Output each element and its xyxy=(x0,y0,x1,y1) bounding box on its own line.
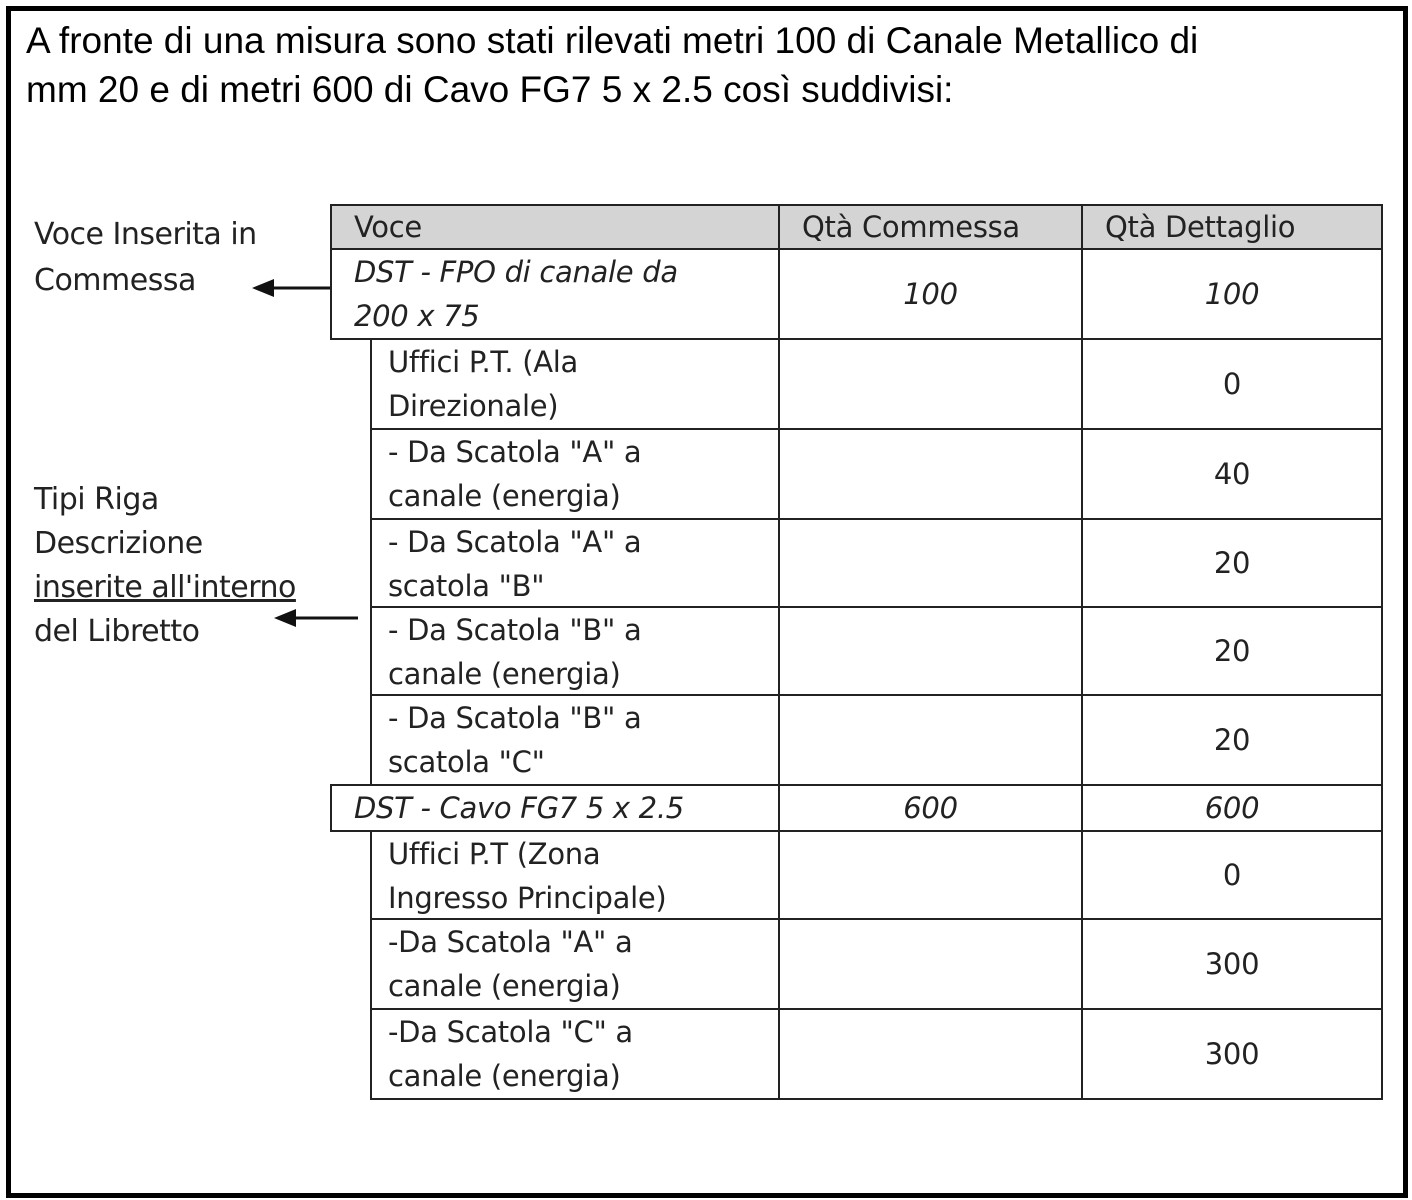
tipi-arrow-icon xyxy=(272,604,360,632)
table-row-voce xyxy=(370,428,780,520)
header-voce xyxy=(330,204,780,250)
table-row-qta-commessa xyxy=(778,518,1083,608)
table-row-qta-dettaglio xyxy=(1081,830,1383,920)
table-row-qta-dettaglio xyxy=(1081,428,1383,520)
qta-dettaglio-value: 100 xyxy=(1204,277,1260,311)
table-row-qta-commessa xyxy=(778,1008,1083,1100)
table-row-qta-dettaglio xyxy=(1081,248,1383,340)
qta-dettaglio-value: 20 xyxy=(1213,723,1251,757)
voce-text-line: canale (energia) xyxy=(388,657,621,691)
voce-text-line: Ingresso Principale) xyxy=(388,881,667,915)
table-row-qta-dettaglio xyxy=(1081,606,1383,696)
qta-dettaglio-value: 300 xyxy=(1204,1037,1260,1071)
voce-annotation-line-1: Voce Inserita in xyxy=(34,217,257,252)
table-row-voce xyxy=(330,248,780,340)
table-row-qta-commessa xyxy=(778,428,1083,520)
voce-text-line: -Da Scatola "C" a xyxy=(388,1015,633,1049)
table-row-qta-commessa xyxy=(778,830,1083,920)
voce-text-line: -Da Scatola "A" a xyxy=(388,925,633,959)
qta-dettaglio-value: 300 xyxy=(1204,947,1260,981)
table-row-qta-commessa xyxy=(778,918,1083,1010)
qta-commessa-value: 600 xyxy=(903,791,958,825)
tipi-annotation-line-4: del Libretto xyxy=(34,614,200,649)
tipi-annotation-line-3: inserite all'interno xyxy=(34,570,296,605)
voce-annotation-line-2: Commessa xyxy=(34,263,196,298)
header-voce-label: Voce xyxy=(354,210,422,244)
voce-text-line: canale (energia) xyxy=(388,479,621,513)
tipi-annotation-line-2: Descrizione xyxy=(34,526,203,561)
voce-arrow-icon xyxy=(250,274,334,302)
intro-text xyxy=(26,16,1396,114)
voce-text-line: canale (energia) xyxy=(388,969,621,1003)
table-row-qta-commessa xyxy=(778,248,1083,340)
table-row-qta-commessa xyxy=(778,338,1083,430)
qta-commessa-value: 100 xyxy=(903,277,958,311)
table-row-qta-dettaglio xyxy=(1081,338,1383,430)
header-qta-commessa xyxy=(778,204,1083,250)
table-row-qta-commessa xyxy=(778,784,1083,832)
voce-text-line: DST - FPO di canale da xyxy=(354,255,678,289)
table-row-voce xyxy=(370,606,780,696)
table-row-voce xyxy=(330,784,780,832)
voce-text-line: Direzionale) xyxy=(388,389,559,423)
voce-text-line: scatola "B" xyxy=(388,569,545,603)
voce-text-line: - Da Scatola "A" a xyxy=(388,435,642,469)
tipi-annotation xyxy=(34,478,296,654)
voce-text-line: - Da Scatola "B" a xyxy=(388,613,642,647)
table-row-qta-commessa xyxy=(778,606,1083,696)
table-row-voce xyxy=(370,518,780,608)
voce-text-line: - Da Scatola "A" a xyxy=(388,525,642,559)
table-row-voce xyxy=(370,338,780,430)
voce-text-line: 200 x 75 xyxy=(354,299,480,333)
voce-annotation xyxy=(34,212,257,304)
table-row-voce xyxy=(370,918,780,1010)
voce-text-line: scatola "C" xyxy=(388,745,545,779)
qta-dettaglio-value: 40 xyxy=(1213,457,1251,491)
intro-line-1: A fronte di una misura sono stati rilevati metri 100 di Canale Metallico di xyxy=(26,20,1199,61)
table-row-qta-dettaglio xyxy=(1081,518,1383,608)
table-row-voce xyxy=(370,1008,780,1100)
table-row-voce xyxy=(370,694,780,786)
header-qta-dettaglio-label: Qtà Dettaglio xyxy=(1105,210,1296,244)
qta-dettaglio-value: 20 xyxy=(1213,546,1251,580)
qta-dettaglio-value: 0 xyxy=(1222,367,1242,401)
table-row-qta-dettaglio xyxy=(1081,1008,1383,1100)
qta-dettaglio-value: 20 xyxy=(1213,634,1251,668)
tipi-annotation-line-1: Tipi Riga xyxy=(34,482,159,517)
intro-line-2: mm 20 e di metri 600 di Cavo FG7 5 x 2.5 così suddivisi: xyxy=(26,69,954,110)
header-qta-dettaglio xyxy=(1081,204,1383,250)
table-row-qta-dettaglio xyxy=(1081,918,1383,1010)
table-row-qta-dettaglio xyxy=(1081,694,1383,786)
voce-text-line: Uffici P.T. (Ala xyxy=(388,345,579,379)
voce-text-line: Uffici P.T (Zona xyxy=(388,837,601,871)
table-row-voce xyxy=(370,830,780,920)
table-row-qta-dettaglio xyxy=(1081,784,1383,832)
qta-dettaglio-value: 600 xyxy=(1204,791,1260,825)
voce-text-line: canale (energia) xyxy=(388,1059,621,1093)
voce-text-line: DST - Cavo FG7 5 x 2.5 xyxy=(354,791,684,825)
header-qta-commessa-label: Qtà Commessa xyxy=(802,210,1020,244)
table-row-qta-commessa xyxy=(778,694,1083,786)
voce-text-line: - Da Scatola "B" a xyxy=(388,701,642,735)
qta-dettaglio-value: 0 xyxy=(1222,858,1242,892)
